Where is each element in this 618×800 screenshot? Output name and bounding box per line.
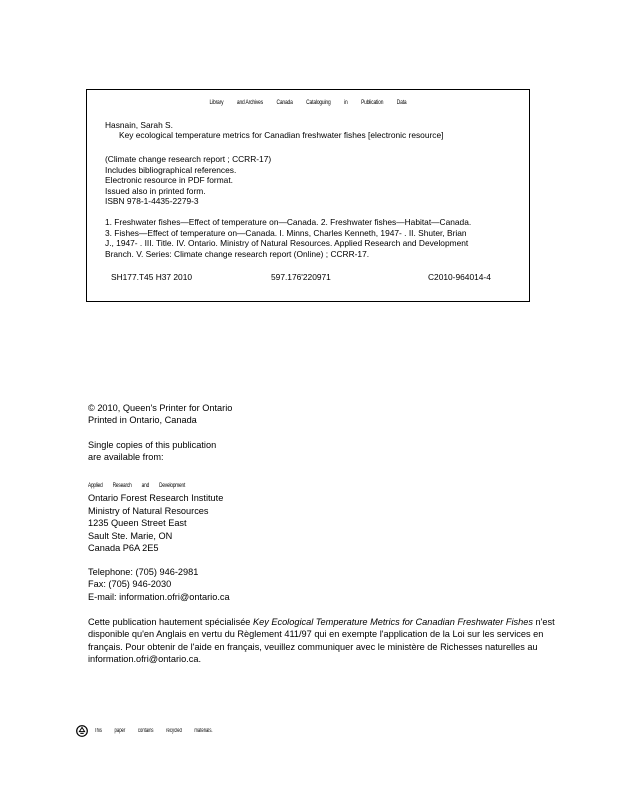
availability	[88, 439, 216, 464]
recycled-word: contains	[137, 728, 154, 734]
address-line: Ministry of Natural Resources	[88, 505, 209, 516]
recycle-icon	[76, 725, 88, 737]
cip-notes	[105, 154, 271, 207]
recycled-notice	[76, 724, 281, 738]
address-line: Ontario Forest Research Institute	[88, 493, 224, 504]
cip-header-word: Data	[396, 99, 407, 106]
recycled-word: paper	[114, 728, 126, 734]
recycled-word: recycled	[166, 728, 182, 734]
french-intro: Cette publication hautement spécialisée	[88, 617, 253, 627]
imprint	[88, 402, 232, 427]
cip-isbn: ISBN 978-1-4435-2279-3	[105, 196, 199, 206]
branch-word: Applied	[88, 482, 103, 489]
cip-title: Key ecological temperature metrics for Canadian freshwater fishes [electronic resource]	[119, 130, 444, 140]
branch-words	[88, 480, 195, 492]
cip-subject-line: Branch. V. Series: Climate change research report (Online) ; CCRR-17.	[105, 248, 370, 259]
availability-line: Single copies of this publication	[88, 440, 217, 450]
cip-header-word: and Archives	[236, 99, 263, 106]
cip-subject-line: 3. Fishes—Effect of temperature on—Canada. I. Minns, Charles Kenneth, 1947- . II. Shuter, Brian	[105, 227, 467, 238]
cip-header-word: Canada	[276, 99, 293, 106]
cip-dewey-class: 597.176'220971	[271, 272, 331, 282]
availability-line: are available from:	[88, 452, 164, 463]
cip-header-word: Library	[209, 99, 224, 106]
cip-header-word: Publication	[361, 99, 384, 106]
cip-note: Issued also in printed form.	[105, 185, 206, 196]
cip-header	[142, 99, 474, 106]
french-notice	[88, 616, 566, 666]
cip-note: Includes bibliographical references.	[105, 164, 237, 175]
cip-author: Hasnain, Sarah S.	[105, 120, 173, 130]
printed-in: Printed in Ontario, Canada	[88, 415, 197, 426]
telephone: Telephone: (705) 946-2981	[88, 567, 199, 577]
french-title: Key Ecological Temperature Metrics for Canadian Freshwater Fishes	[252, 617, 533, 627]
cip-subject-line: J., 1947- . III. Title. IV. Ontario. Ministry of Natural Resources. Applied Research and Development	[105, 238, 469, 248]
cip-header-word: in	[344, 99, 348, 106]
branch-word: and	[141, 482, 150, 489]
recycled-text	[94, 728, 225, 734]
cip-lc-class: SH177.T45 H37 2010	[111, 272, 193, 282]
recycled-word: This	[94, 728, 102, 734]
address-line: Canada P6A 2E5	[88, 543, 159, 554]
branch-name	[88, 478, 237, 492]
address-line: 1235 Queen Street East	[88, 518, 187, 529]
cip-control-number: C2010-964014-4	[428, 272, 491, 282]
cip-note: (Climate change research report ; CCRR-17)	[105, 154, 272, 164]
french-body: n'est disponible qu'en Anglais en vertu du Règlement 411/97 qui en exempte l'application de la Loi sur les services en français. Pour obtenir de l'aide en français, veuillez communiquer avec le ministère de Richesses naturelles au information.ofri@ontario.ca.	[88, 617, 555, 665]
cip-data-box	[86, 89, 530, 302]
address-line: Sault Ste. Marie, ON	[88, 530, 173, 541]
contact-block	[88, 566, 230, 603]
cip-note: Electronic resource in PDF format.	[105, 175, 233, 185]
recycled-word: materials.	[194, 728, 213, 734]
cip-header-word: Cataloguing	[306, 99, 331, 106]
copyright: © 2010, Queen's Printer for Ontario	[88, 403, 233, 413]
address-block	[88, 478, 237, 554]
fax: Fax: (705) 946-2030	[88, 579, 172, 590]
email: E-mail: information.ofri@ontario.ca	[88, 591, 230, 602]
cip-subject-line: 1. Freshwater fishes—Effect of temperature on—Canada. 2. Freshwater fishes—Habitat—Canada.	[105, 217, 472, 227]
branch-word: Research	[112, 482, 132, 489]
cip-subjects	[105, 217, 471, 259]
branch-word: Development	[159, 482, 186, 489]
